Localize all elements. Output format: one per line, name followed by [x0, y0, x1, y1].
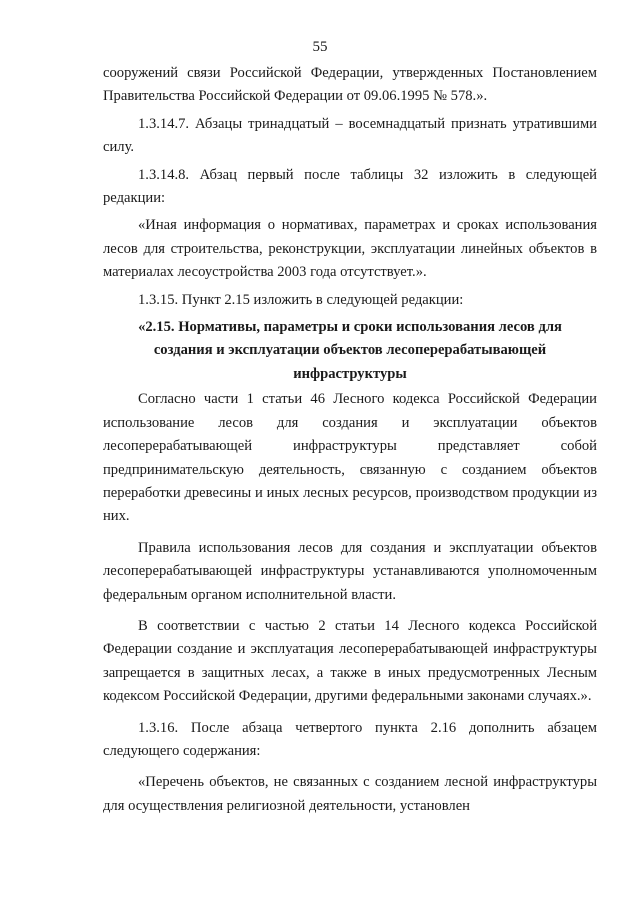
heading-line-2: создания и эксплуатации объектов лесоперерабатывающей	[153, 342, 547, 359]
paragraph-quote-other-info: «Иная информация о нормативах, параметрах и сроках использования лесов для строительства, реконструкции, эксплуатации линейных объектов в материалах лесоустройства 2003 года отсутствует.».	[103, 217, 597, 281]
paragraph-1-3-15: 1.3.15. Пункт 2.15 изложить в следующей редакции:	[138, 291, 464, 308]
paragraph-1-3-14-7: 1.3.14.7. Абзацы тринадцатый – восемнадцатый признать утратившими силу.	[103, 115, 597, 156]
heading-line-1: «2.15. Нормативы, параметры и сроки использования лесов для	[138, 319, 562, 336]
section-heading-2-15	[103, 316, 597, 386]
paragraph-article-14: В соответствии с частью 2 статьи 14 Лесного кодекса Российской Федерации создание и эксплуатация лесоперерабатывающей инфраструктуры запрещается в защитных лесах, а также в иных предусмотренных Лесным кодексом Российской Федерации, другими федеральными законами случаях.».	[103, 617, 597, 705]
document-body	[103, 62, 597, 818]
paragraph-1-3-14-8: 1.3.14.8. Абзац первый после таблицы 32 изложить в следующей редакции:	[103, 166, 597, 207]
heading-line-3: инфраструктуры	[293, 365, 407, 382]
paragraph-usage-rules: Правила использования лесов для создания и эксплуатации объектов лесоперерабатывающей инфраструктуры устанавливаются уполномоченным федеральным органом исполнительной власти.	[103, 539, 597, 603]
paragraph-article-46: Согласно части 1 статьи 46 Лесного кодекса Российской Федерации использование лесов для создания и эксплуатации объектов лесоперерабатывающей инфраструктуры представляет собой предпринимательскую деятельность, связанную с созданием объектов переработки древесины и иных лесных ресурсов, производством продукции из них.	[103, 391, 597, 525]
page-number: 55	[312, 39, 328, 55]
paragraph-continuation: сооружений связи Российской Федерации, утвержденных Постановлением Правительства Российской Федерации от 09.06.1995 № 578.».	[103, 65, 597, 105]
paragraph-1-3-16: 1.3.16. После абзаца четвертого пункта 2.16 дополнить абзацем следующего содержания:	[103, 719, 597, 759]
paragraph-quote-objects-list: «Перечень объектов, не связанных с созданием лесной инфраструктуры для осуществления религиозной деятельности, установлен	[103, 774, 597, 814]
